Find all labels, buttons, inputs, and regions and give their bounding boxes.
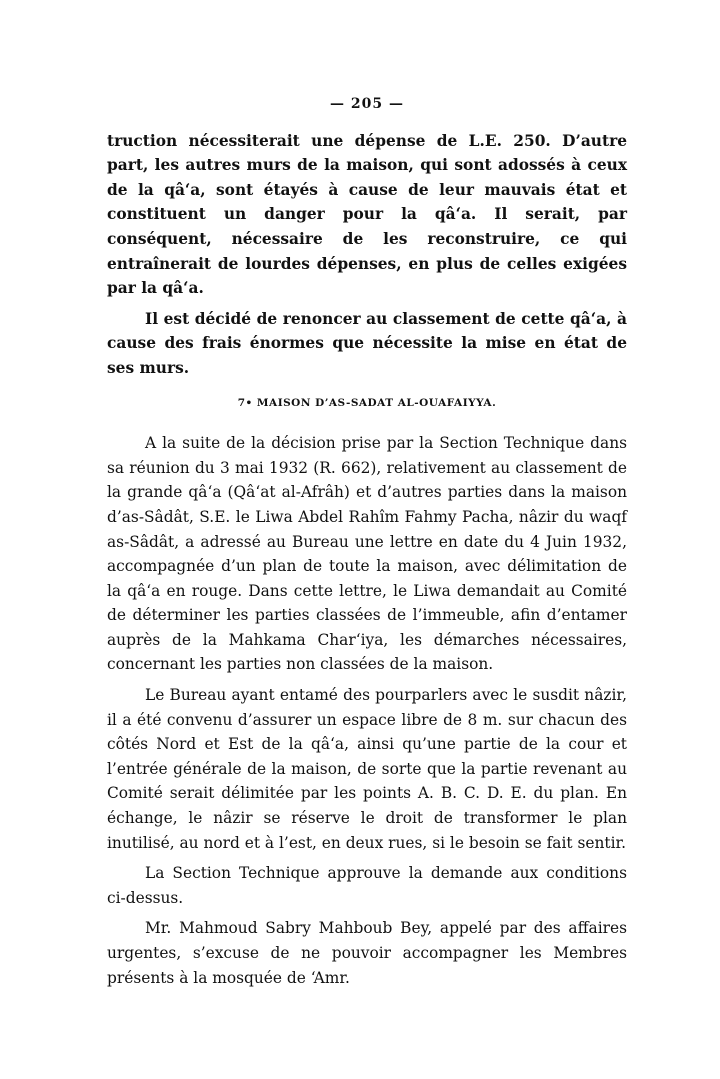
paragraph: A la suite de la décision prise par la Section Technique dans sa réunion du 3 mai 1932 (R. 662), relativement au classement de la grande qâ‘a (Qâ‘at al-Afrâh) et d’autres parties dans la maison d’as-Sâdât, S.E. le Liwa Abdel Rahîm Fahmy Pacha, nâzir du waqf as-Sâdât, a adressé au Bureau une lettre en date du 4 Juin 1932, accompagnée d’un plan de toute la maison, avec délimitation de la qâ‘a en rouge. Dans cette lettre, le Liwa demandait au Comité de déterminer les parties classées de l’immeuble, afin d’entamer auprès de la Mahkama Char‘iya, les démarches nécessaires, concernant les parties non classées de la maison. (107, 434, 627, 674)
paragraph: Le Bureau ayant entamé des pourparlers avec le susdit nâzir, il a été convenu d’assurer un espace libre de 8 m. sur chacun des côtés Nord et Est de la qâ‘a, ainsi qu’une partie de la cour et l’entrée générale de la maison, de sorte que la partie revenant au Comité serait délimitée par les points A. B. C. D. E. du plan. En échange, le nâzir se réserve le droit de transformer le plan inutilisé, au nord et à l’est, en deux rues, si le besoin se fait sentir. (107, 686, 627, 852)
paragraph: Il est décidé de renoncer au classement de cette qâ‘a, à cause des frais énormes que nécessite la mise en état de ses murs. (107, 309, 627, 377)
paragraph: La Section Technique approuve la demande aux conditions ci-dessus. (107, 864, 627, 907)
paragraph: Mr. Mahmoud Sabry Mahboub Bey, appelé par des affaires urgentes, s’excuse de ne pouvoir accompagner les Membres présents à la mosquée de ‘Amr. (107, 919, 627, 987)
page-number: — 205 — (330, 96, 404, 112)
section-heading: 7• MAISON D’AS-SADAT AL-OUAFAIYYA. (237, 396, 497, 409)
paragraph: truction nécessiterait une dépense de L.E. 250. D’autre part, les autres murs de la maison, qui sont adossés à ceux de la qâ‘a, sont étayés à cause de leur mauvais état et constituent un danger pour la qâ‘a. Il serait, par conséquent, nécessaire de les reconstruire, ce qui entraînerait de lourdes dépenses, en plus de celles exigées par la qâ‘a. (107, 131, 627, 298)
document-page (107, 92, 627, 990)
